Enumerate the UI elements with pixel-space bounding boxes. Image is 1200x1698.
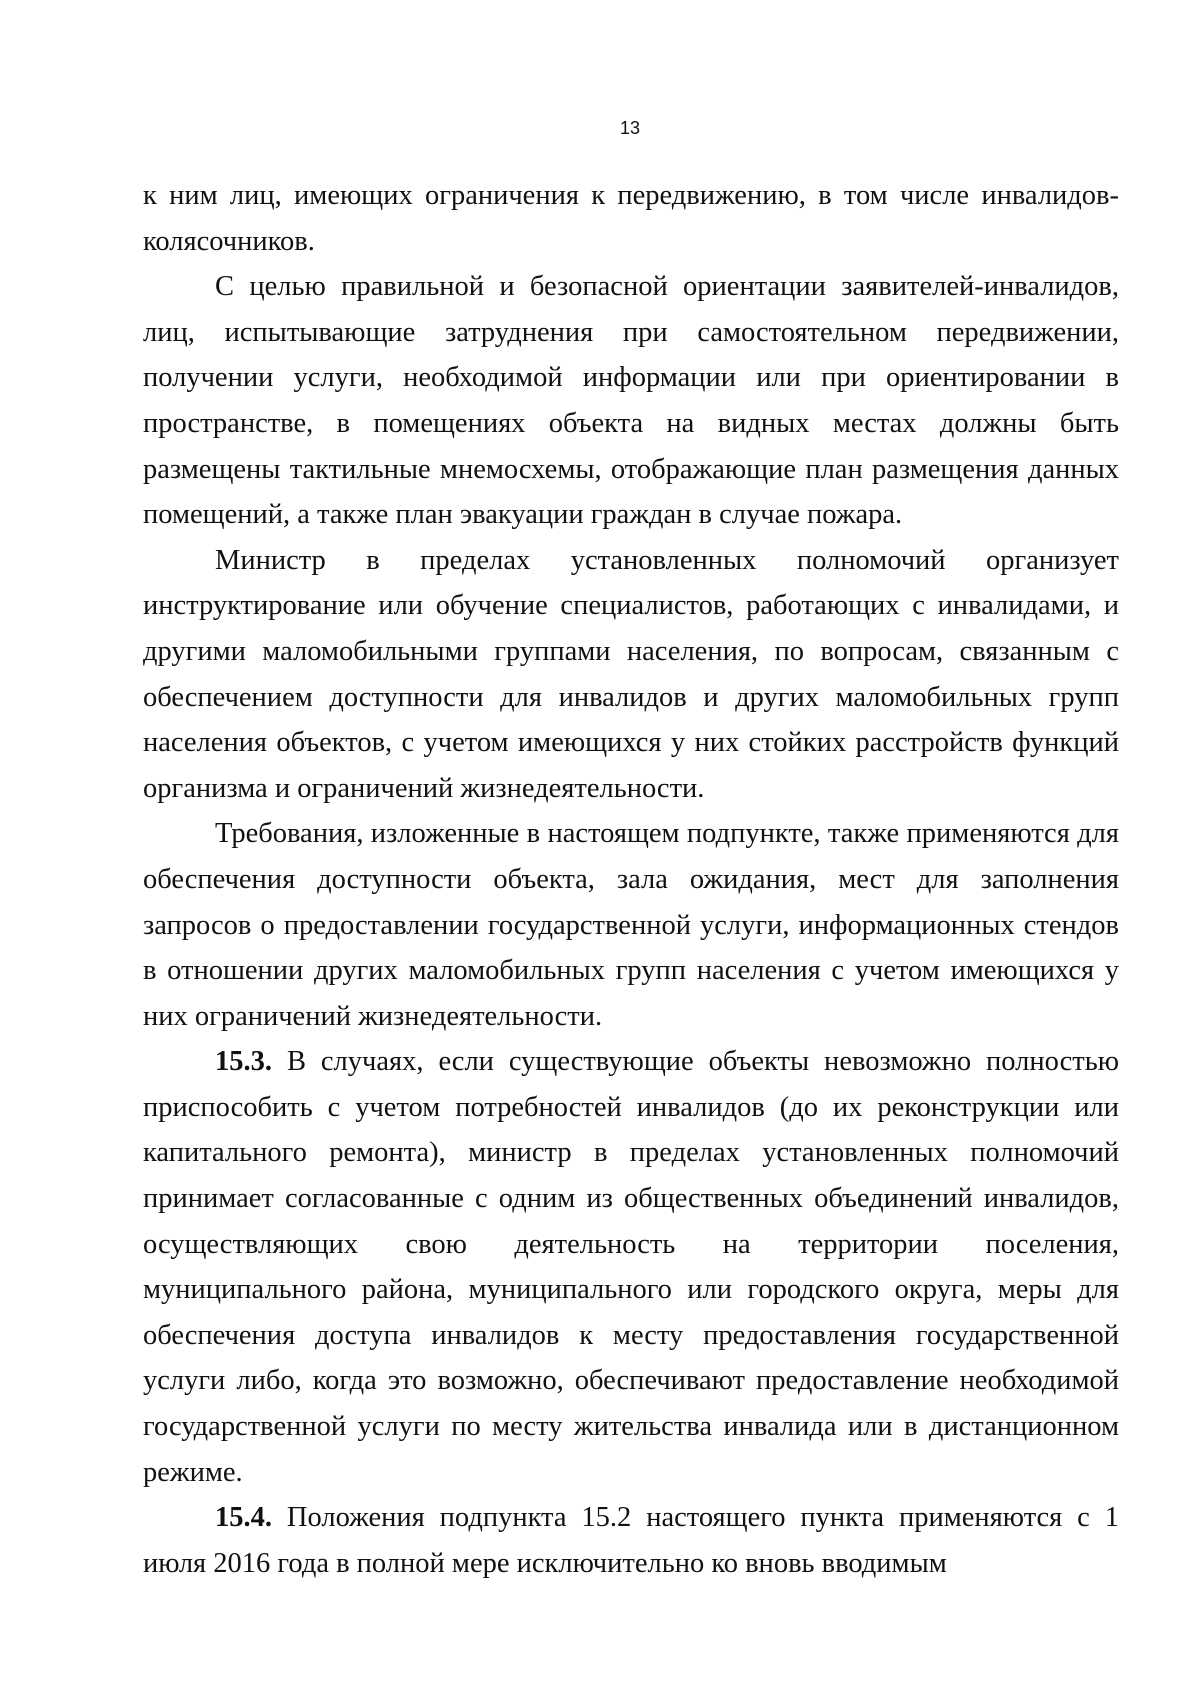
paragraph-text: С целью правильной и безопасной ориентации заявителей-инвалидов, лиц, испытывающие затруднения при самостоятельном передвижении, получении услуги, необходимой информации или при ориентировании в пространстве, в помещениях объекта на видных местах должны быть размещены тактильные мнемосхемы, отображающие план размещения данных помещений, а также план эвакуации граждан в случае пожара. <box>143 271 1119 531</box>
section-number: 15.3. <box>215 1046 272 1078</box>
paragraph-text: В случаях, если существующие объекты невозможно полностью приспособить с учетом потребностей инвалидов (до их реконструкции или капитального ремонта), министр в пределах установленных полномочий принимает согласованные с одним из общественных объединений инвалидов, осуществляющих свою деятельность на территории поселения, муниципального района, муниципального или городского округа, меры для обеспечения доступа инвалидов к месту предоставления государственной услуги либо, когда это возможно, обеспечивают предоставление необходимой государственной услуги по месту жительства инвалида или в дистанционном режиме. <box>143 1046 1119 1488</box>
paragraph-text: к ним лиц, имеющих ограничения к передвижению, в том числе инвалидов-колясочников. <box>143 180 1119 257</box>
paragraph-minister-training <box>143 538 1119 812</box>
paragraph-text: Требования, изложенные в настоящем подпункте, также применяются для обеспечения доступности объекта, зала ожидания, мест для заполнения запросов о предоставлении государственной услуги, информационных стендов в отношении других маломобильных групп населения с учетом имеющихся у них ограничений жизнедеятельности. <box>143 818 1119 1032</box>
paragraph-text: Положения подпункта 15.2 настоящего пункта применяются с 1 июля 2016 года в полной мере исключительно ко вновь вводимым <box>143 1502 1120 1579</box>
paragraph-continuation <box>143 173 1119 264</box>
paragraph-requirements <box>143 811 1119 1039</box>
paragraph-orientation <box>143 264 1119 538</box>
paragraph-15-4 <box>143 1495 1119 1586</box>
paragraph-text: Министр в пределах установленных полномочий организует инструктирование или обучение специалистов, работающих с инвалидами, и другими маломобильными группами населения, по вопросам, связанным с обеспечением доступности для инвалидов и других маломобильных групп населения объектов, с учетом имеющихся у них стойких расстройств функций организма и ограничений жизнедеятельности. <box>143 544 1119 804</box>
section-number: 15.4. <box>215 1502 272 1534</box>
document-body <box>143 173 1119 1586</box>
paragraph-15-3 <box>143 1039 1119 1495</box>
page-number: 13 <box>619 118 641 138</box>
